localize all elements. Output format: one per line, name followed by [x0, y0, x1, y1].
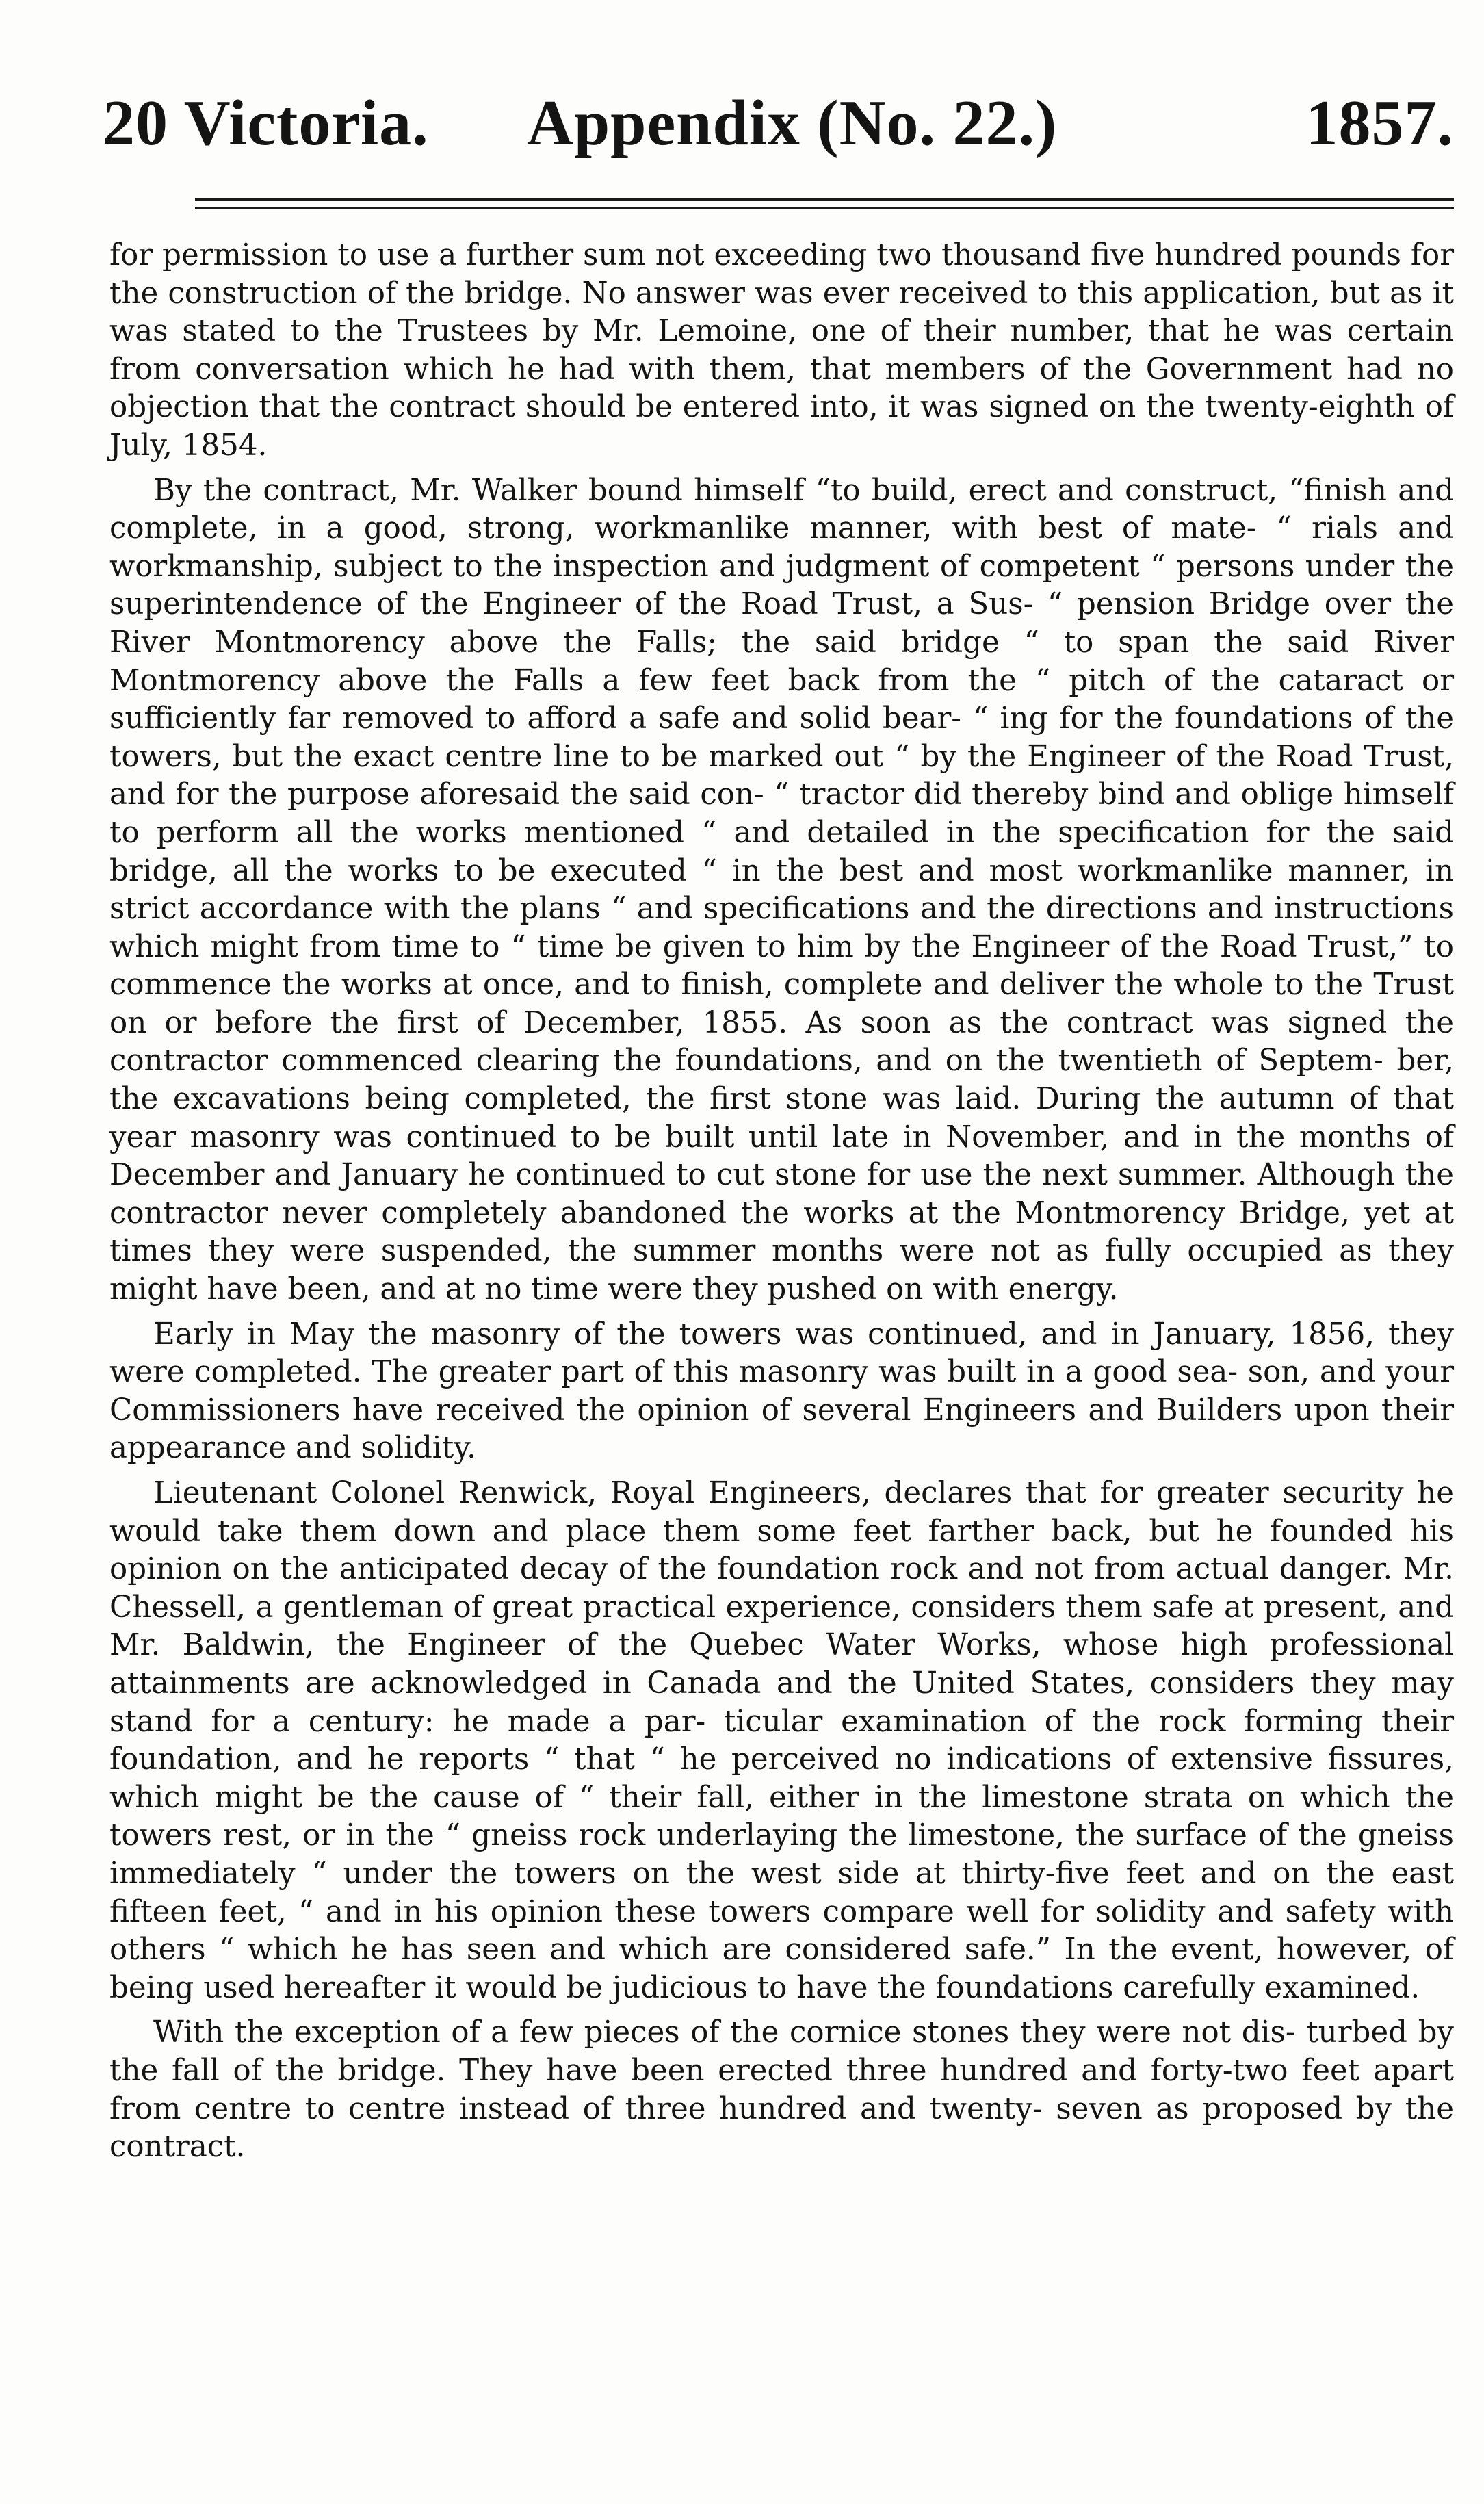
paragraph-opinions: Lieutenant Colonel Renwick, Royal Engineers, declares that for greater security he would take them down and place them some feet farther back, but he founded his opinion on the anticipated decay of the foundation rock and not from actual danger. Mr. Chessell, a gentleman of great practical experience, considers them safe at present, and Mr. Baldwin, the Engineer of the Quebec Water Works, whose high professional attainments are acknowledged in Canada and the United States, considers they may stand for a century: he made a par- ticular examination of the rock forming their foundation, and he reports “ that “ he perceived no indications of extensive fissures, which might be the cause of “ their fall, either in the limestone strata on which the towers rest, or in the “ gneiss rock underlaying the limestone, the surface of the gneiss immediately “ under the towers on the west side at thirty-five feet and on the east fifteen feet, “ and in his opinion these towers compare well for solidity and safety with others “ which he has seen and which are considered safe.” In the event, however, of being used hereafter it would be judicious to have the foundations carefully examined.: [109, 1476, 1454, 2005]
header-rule-thick: [195, 198, 1454, 201]
body-text: [109, 237, 1454, 2167]
header-year: 1857.: [1305, 88, 1454, 159]
header-session: 20 Victoria.: [103, 88, 429, 159]
paragraph-contract: By the contract, Mr. Walker bound himself “to build, erect and construct, “finish and complete, in a good, strong, workmanlike manner, with best of mate- “ rials and workmanship, subject to the inspection and judgment of competent “ persons under the superintendence of the Engineer of the Road Trust, a Sus- “ pension Bridge over the River Montmorency above the Falls; the said bridge “ to span the said River Montmorency above the Falls a few feet back from the “ pitch of the cataract or sufficiently far removed to afford a safe and solid bear- “ ing for the foundations of the towers, but the exact centre line to be marked out “ by the Engineer of the Road Trust, and for the purpose aforesaid the said con- “ tractor did thereby bind and oblige himself to perform all the works mentioned “ and detailed in the specification for the said bridge, all the works to be executed “ in the best and most workmanlike manner, in strict accordance with the plans “ and specifications and the directions and instructions which might from time to “ time be given to him by the Engineer of the Road Trust,” to commence the works at once, and to finish, complete and deliver the whole to the Trust on or before the first of December, 1855. As soon as the contract was signed the contractor commenced clearing the foundations, and on the twentieth of Septem- ber, the excavations being completed, the first stone was laid. During the autumn of that year masonry was continued to be built until late in November, and in the months of December and January he continued to cut stone for use the next summer. Although the contractor never completely abandoned the works at the Montmorency Bridge, yet at times they were suspended, the summer months were not as fully occupied as they might have been, and at no time were they pushed on with energy.: [109, 473, 1454, 1307]
paragraph-exception: With the exception of a few pieces of the cornice stones they were not dis- turbed by the fall of the bridge. They have been erected three hundred and forty-two feet apart from centre to centre instead of three hundred and twenty- seven as proposed by the contract.: [109, 2015, 1454, 2165]
running-header: [103, 79, 1454, 168]
header-appendix-title: Appendix (No. 22.): [527, 88, 1058, 159]
header-rule-thin: [195, 207, 1454, 209]
paragraph-masonry: Early in May the masonry of the towers was continued, and in January, 1856, they were completed. The greater part of this masonry was built in a good sea- son, and your Commissioners have received the opinion of several Engineers and Builders upon their appearance and solidity.: [109, 1317, 1454, 1466]
paragraph-continuation: for permission to use a further sum not exceeding two thousand five hundred pounds for the construction of the bridge. No answer was ever received to this application, but as it was stated to the Trustees by Mr. Lemoine, one of their number, that he was certain from conversation which he had with them, that members of the Government had no objection that the contract should be entered into, it was signed on the twenty-eighth of July, 1854.: [109, 238, 1454, 463]
